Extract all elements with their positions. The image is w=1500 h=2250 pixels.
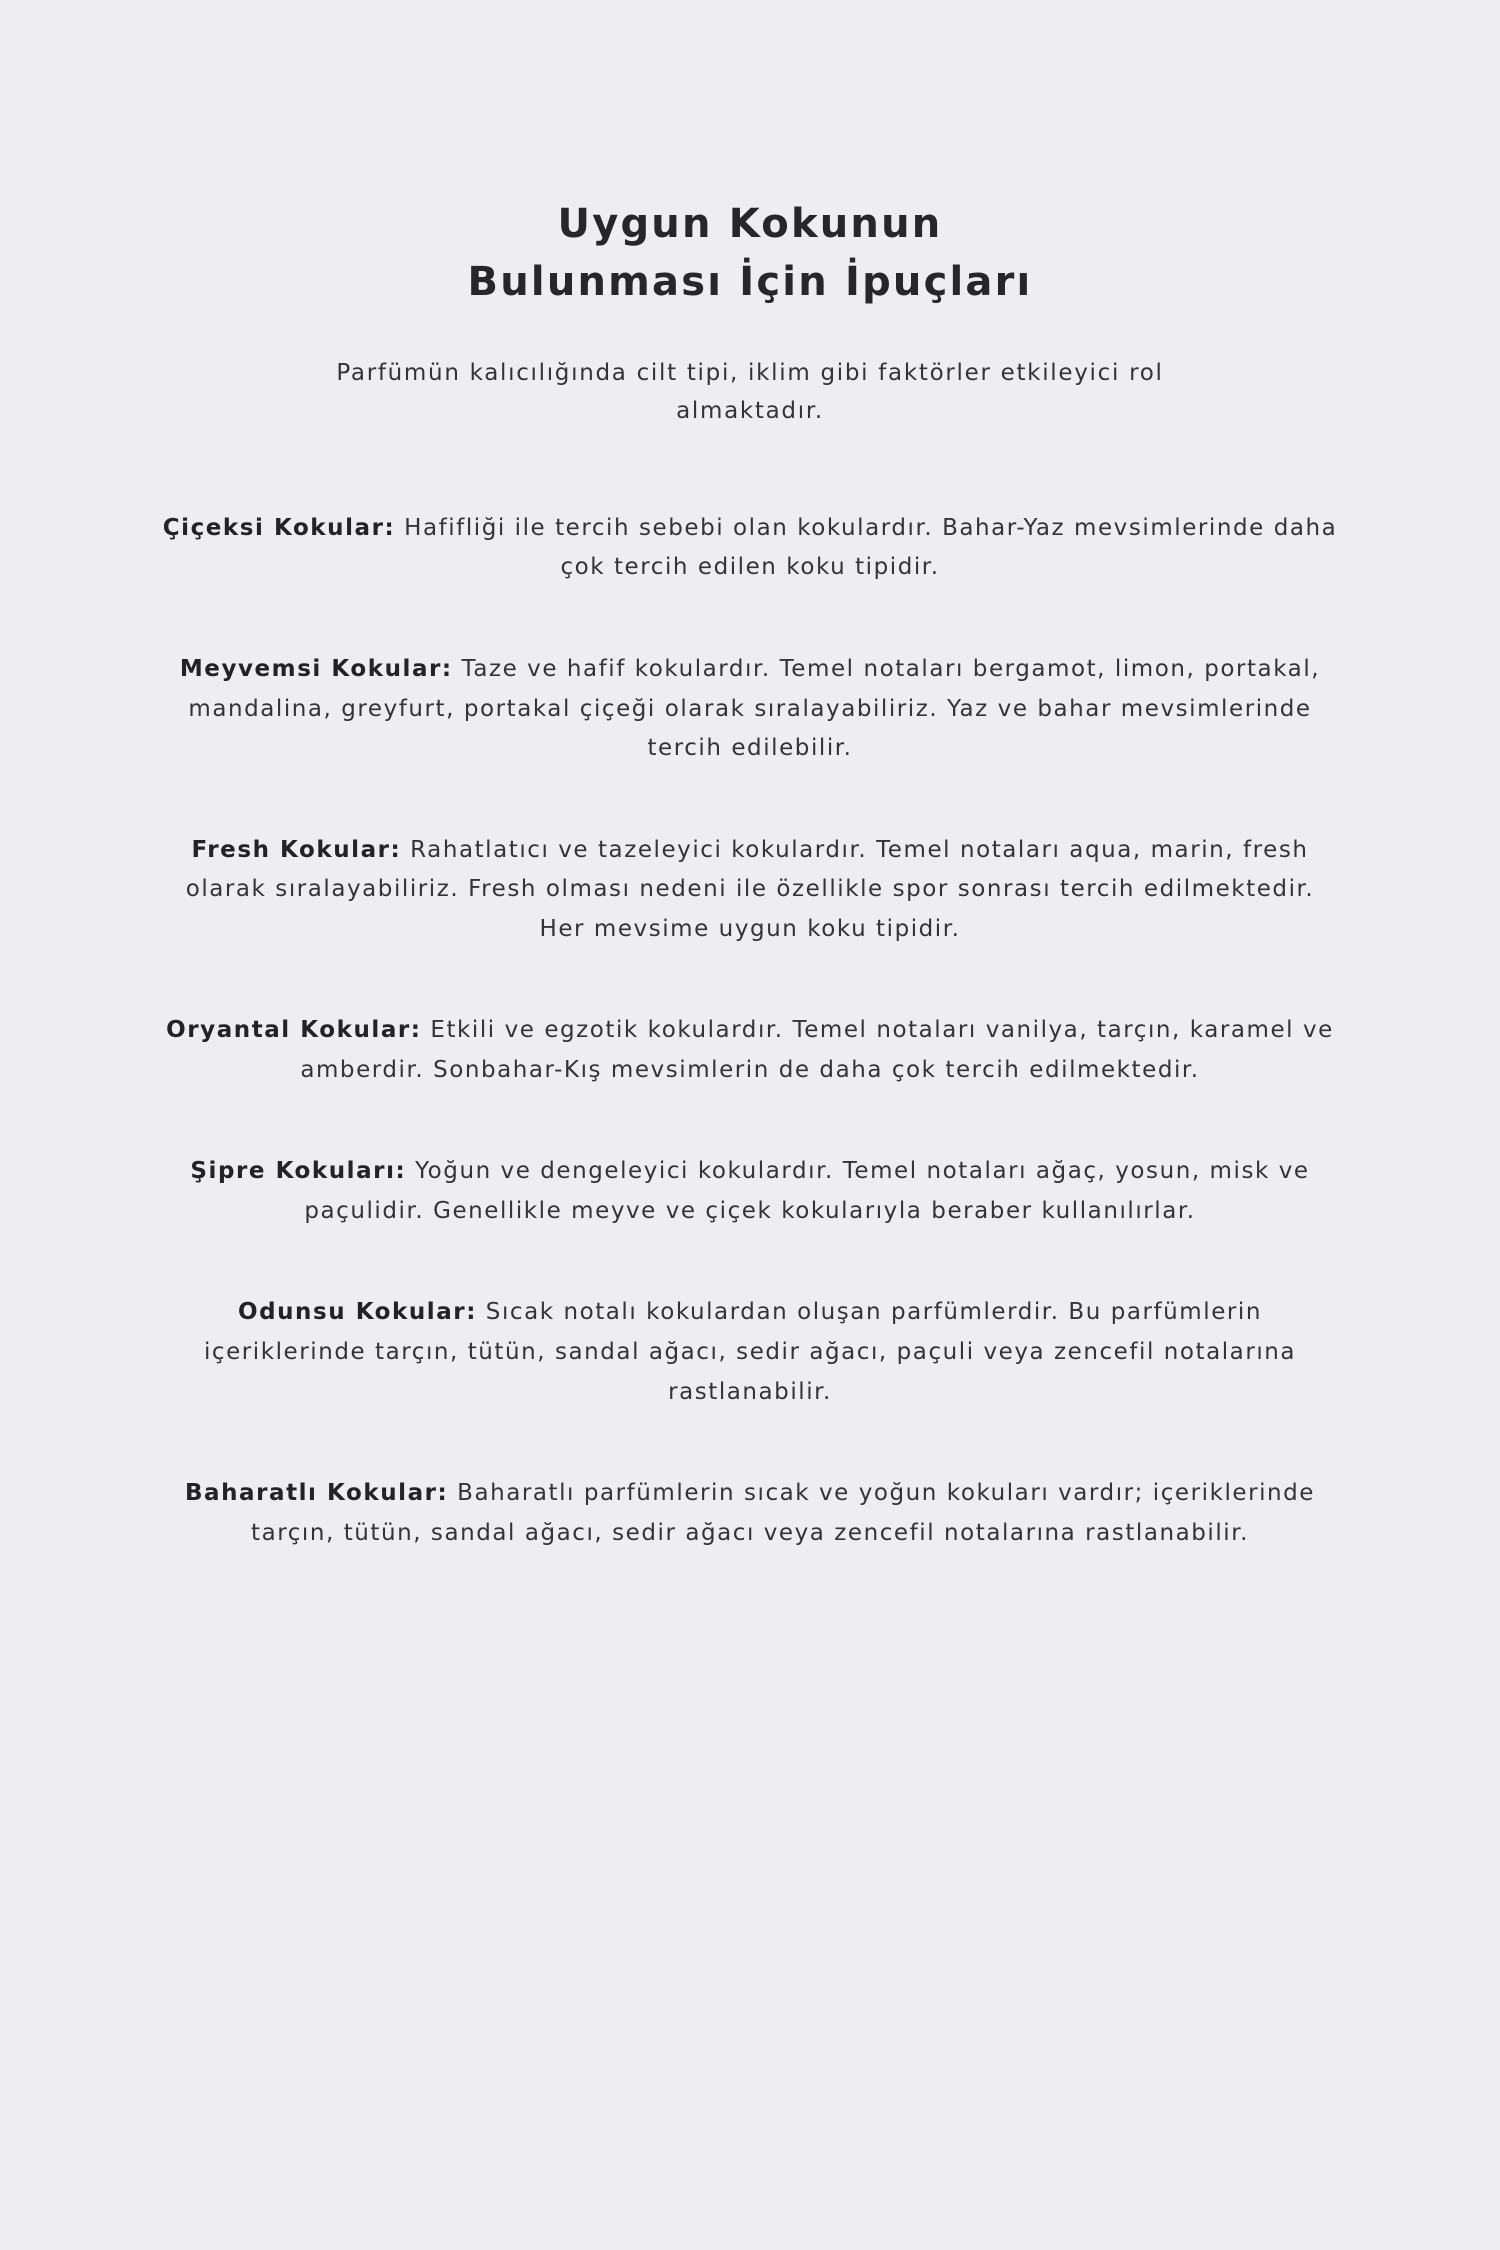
page-title-line-2: Bulunması İçin İpuçları: [467, 259, 1033, 305]
section-lead: Odunsu Kokular:: [238, 1299, 477, 1326]
section-lead: Baharatlı Kokular:: [184, 1480, 449, 1507]
section-body: Rahatlatıcı ve tazeleyici kokulardır. Temel notaları aqua, marin, fresh olarak sıralayabiliriz. Fresh olması nedeni ile özellikle spor sonrası tercih edilmektedir. Her mevsime uygun koku tipidir.: [185, 836, 1315, 942]
section-body: Taze ve hafif kokulardır. Temel notaları bergamot, limon, portakal, mandalina, greyfurt, portakal çiçeği olarak sıralayabiliriz. Yaz ve bahar mevsimlerinde tercih edilebilir.: [188, 655, 1321, 762]
section-body: Hafifliği ile tercih sebebi olan kokulardır. Bahar-Yaz mevsimlerinde daha çok tercih edilen koku tipidir.: [395, 514, 1338, 581]
section-sipre-kokulari: [160, 1152, 1340, 1231]
page-subtitle: Parfümün kalıcılığında cilt tipi, iklim gibi faktörler etkileyici rol almaktadır.: [336, 360, 1164, 424]
section-list: [160, 509, 1340, 1553]
section-lead: Oryantal Kokular:: [166, 1017, 422, 1044]
page-title: [468, 195, 1033, 311]
section-lead: Çiçeksi Kokular:: [162, 514, 396, 541]
section-lead: Meyvemsi Kokular:: [179, 655, 453, 682]
section-baharatli-kokular: [160, 1474, 1340, 1553]
section-oryantal-kokular: [160, 1011, 1340, 1090]
section-odunsu-kokular: [160, 1293, 1340, 1412]
page-title-line-1: Uygun Kokunun: [557, 201, 943, 247]
section-body: Baharatlı parfümlerin sıcak ve yoğun kokuları vardır; içeriklerinde tarçın, tütün, sandal ağacı, sedir ağacı veya zencefil notalarına rastlanabilir.: [251, 1480, 1316, 1546]
section-ciceksi-kokular: [160, 509, 1340, 588]
section-body: Yoğun ve dengeleyici kokulardır. Temel notaları ağaç, yosun, misk ve paçulidir. Genellikle meyve ve çiçek kokularıyla beraber kullanılırlar.: [304, 1158, 1310, 1224]
section-fresh-kokular: [160, 831, 1340, 950]
section-lead: Fresh Kokular:: [191, 836, 402, 863]
section-body: Sıcak notalı kokulardan oluşan parfümlerdir. Bu parfümlerin içeriklerinde tarçın, tütün, sandal ağacı, sedir ağacı, paçuli veya zencefil notalarına rastlanabilir.: [203, 1299, 1297, 1405]
section-meyvemsi-kokular: [160, 650, 1340, 769]
section-body: Etkili ve egzotik kokulardır. Temel notaları vanilya, tarçın, karamel ve amberdir. Sonbahar-Kış mevsimlerin de daha çok tercih edilmektedir.: [300, 1017, 1334, 1083]
section-lead: Şipre Kokuları:: [190, 1158, 407, 1185]
